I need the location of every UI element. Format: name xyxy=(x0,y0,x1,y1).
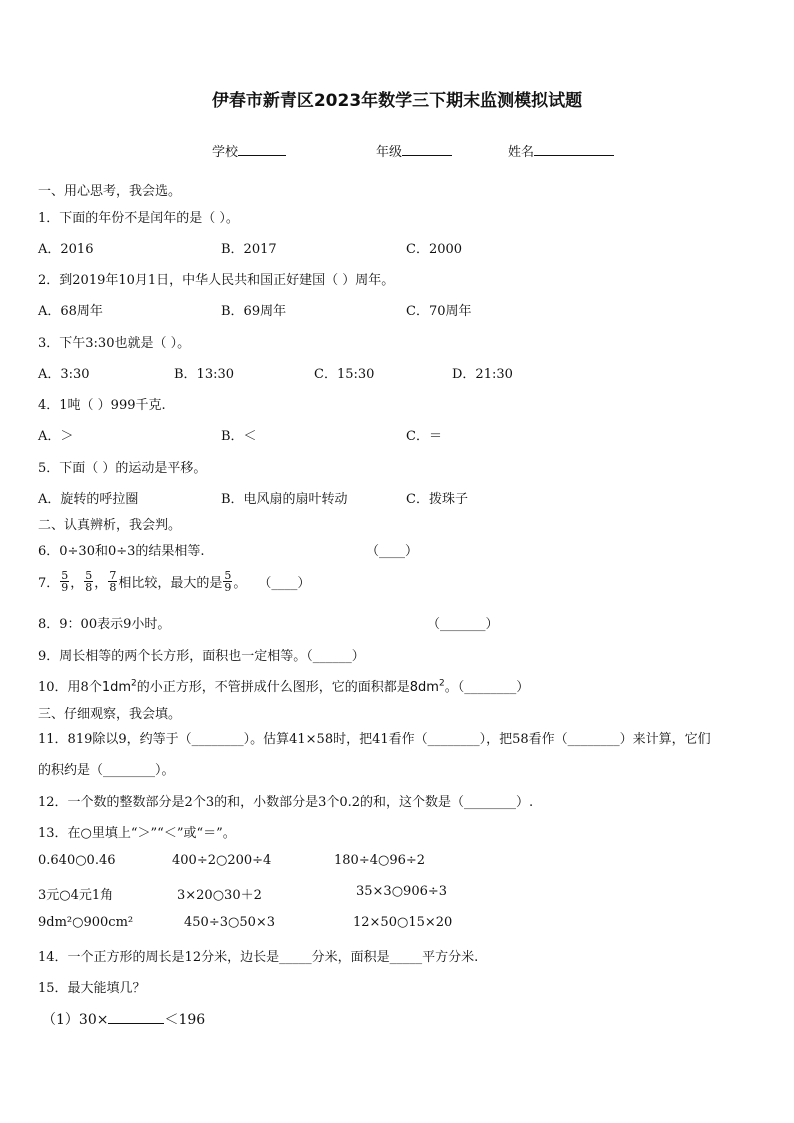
q15-sub-1-suffix: ＜196 xyxy=(164,1012,206,1028)
q1-option-b[interactable]: B．2017 xyxy=(221,242,277,257)
question-6: 6．0÷30和0÷3的结果相等. xyxy=(38,544,205,559)
q3-option-c[interactable]: C．15:30 xyxy=(314,367,375,382)
q8-answer-blank[interactable]: （_______） xyxy=(427,617,499,632)
question-9: 9．周长相等的两个长方形，面积也一定相等。（______） xyxy=(38,649,365,664)
section-1-heading: 一、用心思考，我会选。 xyxy=(38,184,182,199)
question-15: 15．最大能填几？ xyxy=(38,981,146,996)
q3-option-b[interactable]: B．13:30 xyxy=(174,367,235,382)
q15-sub-1 xyxy=(42,1009,205,1029)
q7-middle-text: 相比较，最大的是 xyxy=(118,576,223,591)
q10-text-3: 。（________） xyxy=(444,680,530,695)
question-11-line-1: 11．819除以9，约等于（________）。估算41×58时，把41看作（________），把58看作（________）来计算，它们 xyxy=(38,732,711,747)
question-12: 12．一个数的整数部分是2个3的和，小数部分是3个0.2的和，这个数是（________）. xyxy=(38,795,534,810)
question-4: 4．1吨（ ）999千克. xyxy=(38,398,166,413)
grade-field[interactable] xyxy=(376,141,452,160)
question-8: 8．9：00表示9小时。 xyxy=(38,617,171,632)
q13-item[interactable]: 180÷4○96÷2 xyxy=(334,853,426,868)
question-1: 1．下面的年份不是闰年的是（ ）。 xyxy=(38,211,239,226)
q7-answer-blank[interactable]: （____） xyxy=(258,576,311,591)
q10-text-2: 的小正方形，不管拼成什么图形，它的面积都是 xyxy=(136,680,410,695)
question-3: 3．下午3:30也就是（ ）。 xyxy=(38,336,191,351)
q7-fraction-4: $\frac{5}{9}$ xyxy=(224,569,232,594)
q13-item[interactable]: 400÷2○200÷4 xyxy=(172,853,272,868)
q15-answer-blank[interactable] xyxy=(108,1010,164,1024)
q10-unit-2: $8dm^2$ xyxy=(409,678,445,695)
q2-option-c[interactable]: C．70周年 xyxy=(406,304,472,319)
q13-item[interactable]: 9dm²○900cm² xyxy=(38,915,134,930)
q13-item[interactable]: 12×50○15×20 xyxy=(353,915,453,930)
q1-option-a[interactable]: A．2016 xyxy=(38,242,94,257)
q3-option-a[interactable]: A．3:30 xyxy=(38,367,90,382)
question-7: 7． $\frac{5}{9}$ ， $\frac{5}{8}$ ， $\frac{7}{8}$ 相比较，最大的是 $\frac{5}{9}$ 。 （____） xyxy=(38,569,311,594)
q7-fraction-1: $\frac{5}{9}$ xyxy=(61,569,69,594)
question-14: 14．一个正方形的周长是12分米，边长是_____分米，面积是_____平方分米. xyxy=(38,950,479,965)
q1-option-c[interactable]: C．2000 xyxy=(406,242,463,257)
q4-option-c[interactable]: C．＝ xyxy=(406,429,442,444)
q13-item[interactable]: 3元○4元1角 xyxy=(38,888,114,903)
school-field[interactable] xyxy=(212,141,286,160)
q3-option-d[interactable]: D．21:30 xyxy=(452,367,513,382)
section-2-heading: 二、认真辨析，我会判。 xyxy=(38,518,182,533)
grade-label: 年级 xyxy=(376,145,403,160)
q5-option-b[interactable]: B．电风扇的扇叶转动 xyxy=(221,492,348,507)
q4-option-a[interactable]: A．＞ xyxy=(38,429,74,444)
q2-option-a[interactable]: A．68周年 xyxy=(38,304,103,319)
question-11-line-2: 的积约是（________）。 xyxy=(38,763,175,778)
q13-item[interactable]: 450÷3○50×3 xyxy=(184,915,276,930)
name-field[interactable] xyxy=(508,141,614,160)
name-label: 姓名 xyxy=(508,145,535,160)
q13-item[interactable]: 3×20○30＋2 xyxy=(177,888,262,903)
q10-text-1: 10．用8个 xyxy=(38,680,102,695)
page-title: 伊春市新青区2023年数学三下期末监测模拟试题 xyxy=(211,91,583,111)
question-13: 13．在○里填上“＞”“＜”或“＝”。 xyxy=(38,826,236,841)
q6-answer-blank[interactable]: （____） xyxy=(366,544,419,559)
q4-option-b[interactable]: B．＜ xyxy=(221,429,257,444)
q15-sub-1-prefix: （1）30× xyxy=(42,1012,109,1028)
question-2: 2．到2019年10月1日，中华人民共和国正好建国（ ）周年。 xyxy=(38,273,395,288)
q5-option-c[interactable]: C．拨珠子 xyxy=(406,492,468,507)
question-10 xyxy=(38,676,529,695)
q7-fraction-2: $\frac{5}{8}$ xyxy=(85,569,93,594)
q13-item[interactable]: 35×3○906÷3 xyxy=(356,884,448,899)
school-label: 学校 xyxy=(212,145,239,160)
q5-option-a[interactable]: A．旋转的呼拉圈 xyxy=(38,492,139,507)
q13-item[interactable]: 0.640○0.46 xyxy=(38,853,116,868)
q7-prefix: 7． xyxy=(38,576,60,591)
q10-unit-1: $1dm^2$ xyxy=(101,678,137,695)
question-5: 5．下面（ ）的运动是平移。 xyxy=(38,461,207,476)
section-3-heading: 三、仔细观察，我会填。 xyxy=(38,707,182,722)
q7-fraction-3: $\frac{7}{8}$ xyxy=(109,569,117,594)
q2-option-b[interactable]: B．69周年 xyxy=(221,304,287,319)
